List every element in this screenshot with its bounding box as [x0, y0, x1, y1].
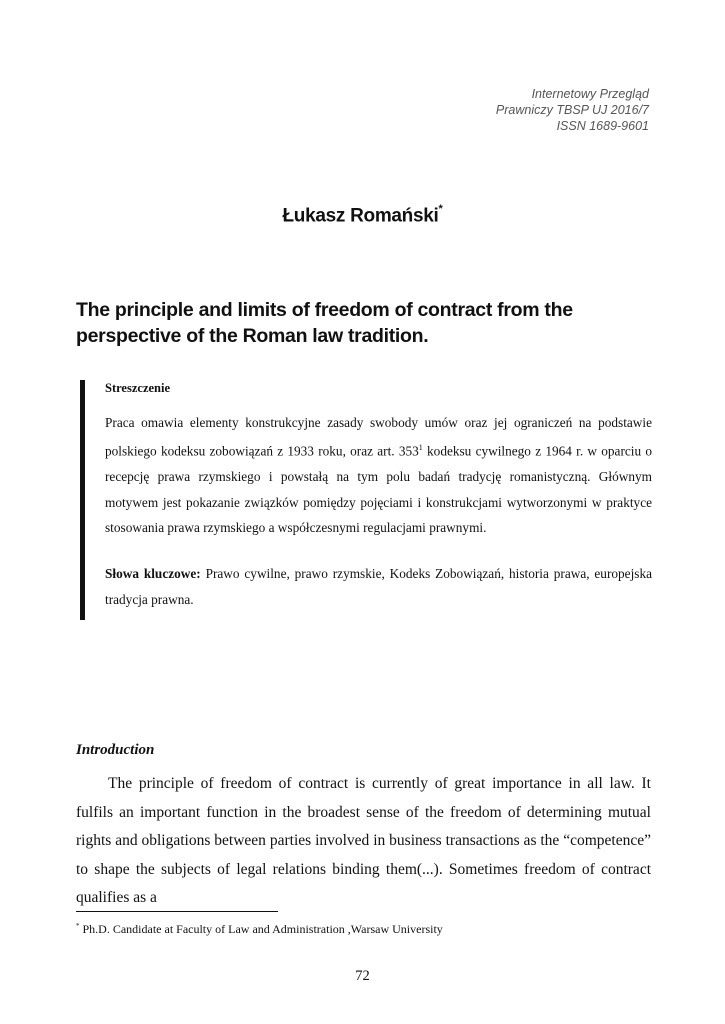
abstract-heading: Streszczenie [105, 381, 171, 395]
journal-info [496, 86, 649, 134]
journal-issn: ISSN 1689-9601 [556, 119, 649, 133]
footnote-text: Ph.D. Candidate at Faculty of Law and Administration ,Warsaw University [79, 922, 443, 936]
keywords-label: Słowa kluczowe: [105, 566, 201, 582]
abstract-text [105, 410, 652, 540]
page-number: 72 [355, 968, 370, 984]
journal-name-line2: Prawniczy TBSP UJ 2016/7 [495, 103, 649, 117]
abstract-text-part1: Praca omawia elementy konstrukcyjne zasady swobody umów oraz jej ograniczeń na podstawie polskiego kodeksu zobowiązań z 1933 roku, oraz art. 353 [105, 415, 652, 459]
article-title: The principle and limits of freedom of contract from the perspective of the Roman law tradition. [76, 299, 573, 347]
introduction-heading: Introduction [76, 742, 155, 758]
abstract-superscript: 1 [418, 443, 423, 453]
author-name-text: Łukasz Romański [282, 205, 439, 227]
author-name [0, 205, 725, 227]
journal-name-line1: Internetowy Przegląd [531, 87, 649, 101]
introduction-paragraph: The principle of freedom of contract is currently of great importance in all law. It fulfils an important function in the broadest sense of the freedom of determining mutual rights and obligations between parties involved in business transactions as the “competence” to shape the subjects of legal relations binding them(...). Sometimes freedom of contract qualifies as a [76, 775, 651, 907]
footnote [76, 919, 651, 937]
abstract-block [80, 380, 657, 620]
author-footnote-marker: * [438, 203, 443, 215]
keywords [105, 561, 652, 612]
keywords-list: Prawo cywilne, prawo rzymskie, Kodeks Zobowiązań, historia prawa, europejska tradycja prawna. [105, 566, 653, 607]
abstract-text-part2: kodeksu cywilnego z 1964 r. w oparciu o recepcję prawa rzymskiego i powstałą na tym polu badań tradycję romanistyczną. Głównym motywem jest pokazanie związków pomiędzy pojęciami i konstrukcjami wytworzonymi w praktyce stosowania prawa rzymskiego a współczesnymi regulacjami prawnymi. [105, 443, 653, 536]
footnote-marker: * [76, 922, 80, 930]
footnote-divider [76, 911, 278, 912]
